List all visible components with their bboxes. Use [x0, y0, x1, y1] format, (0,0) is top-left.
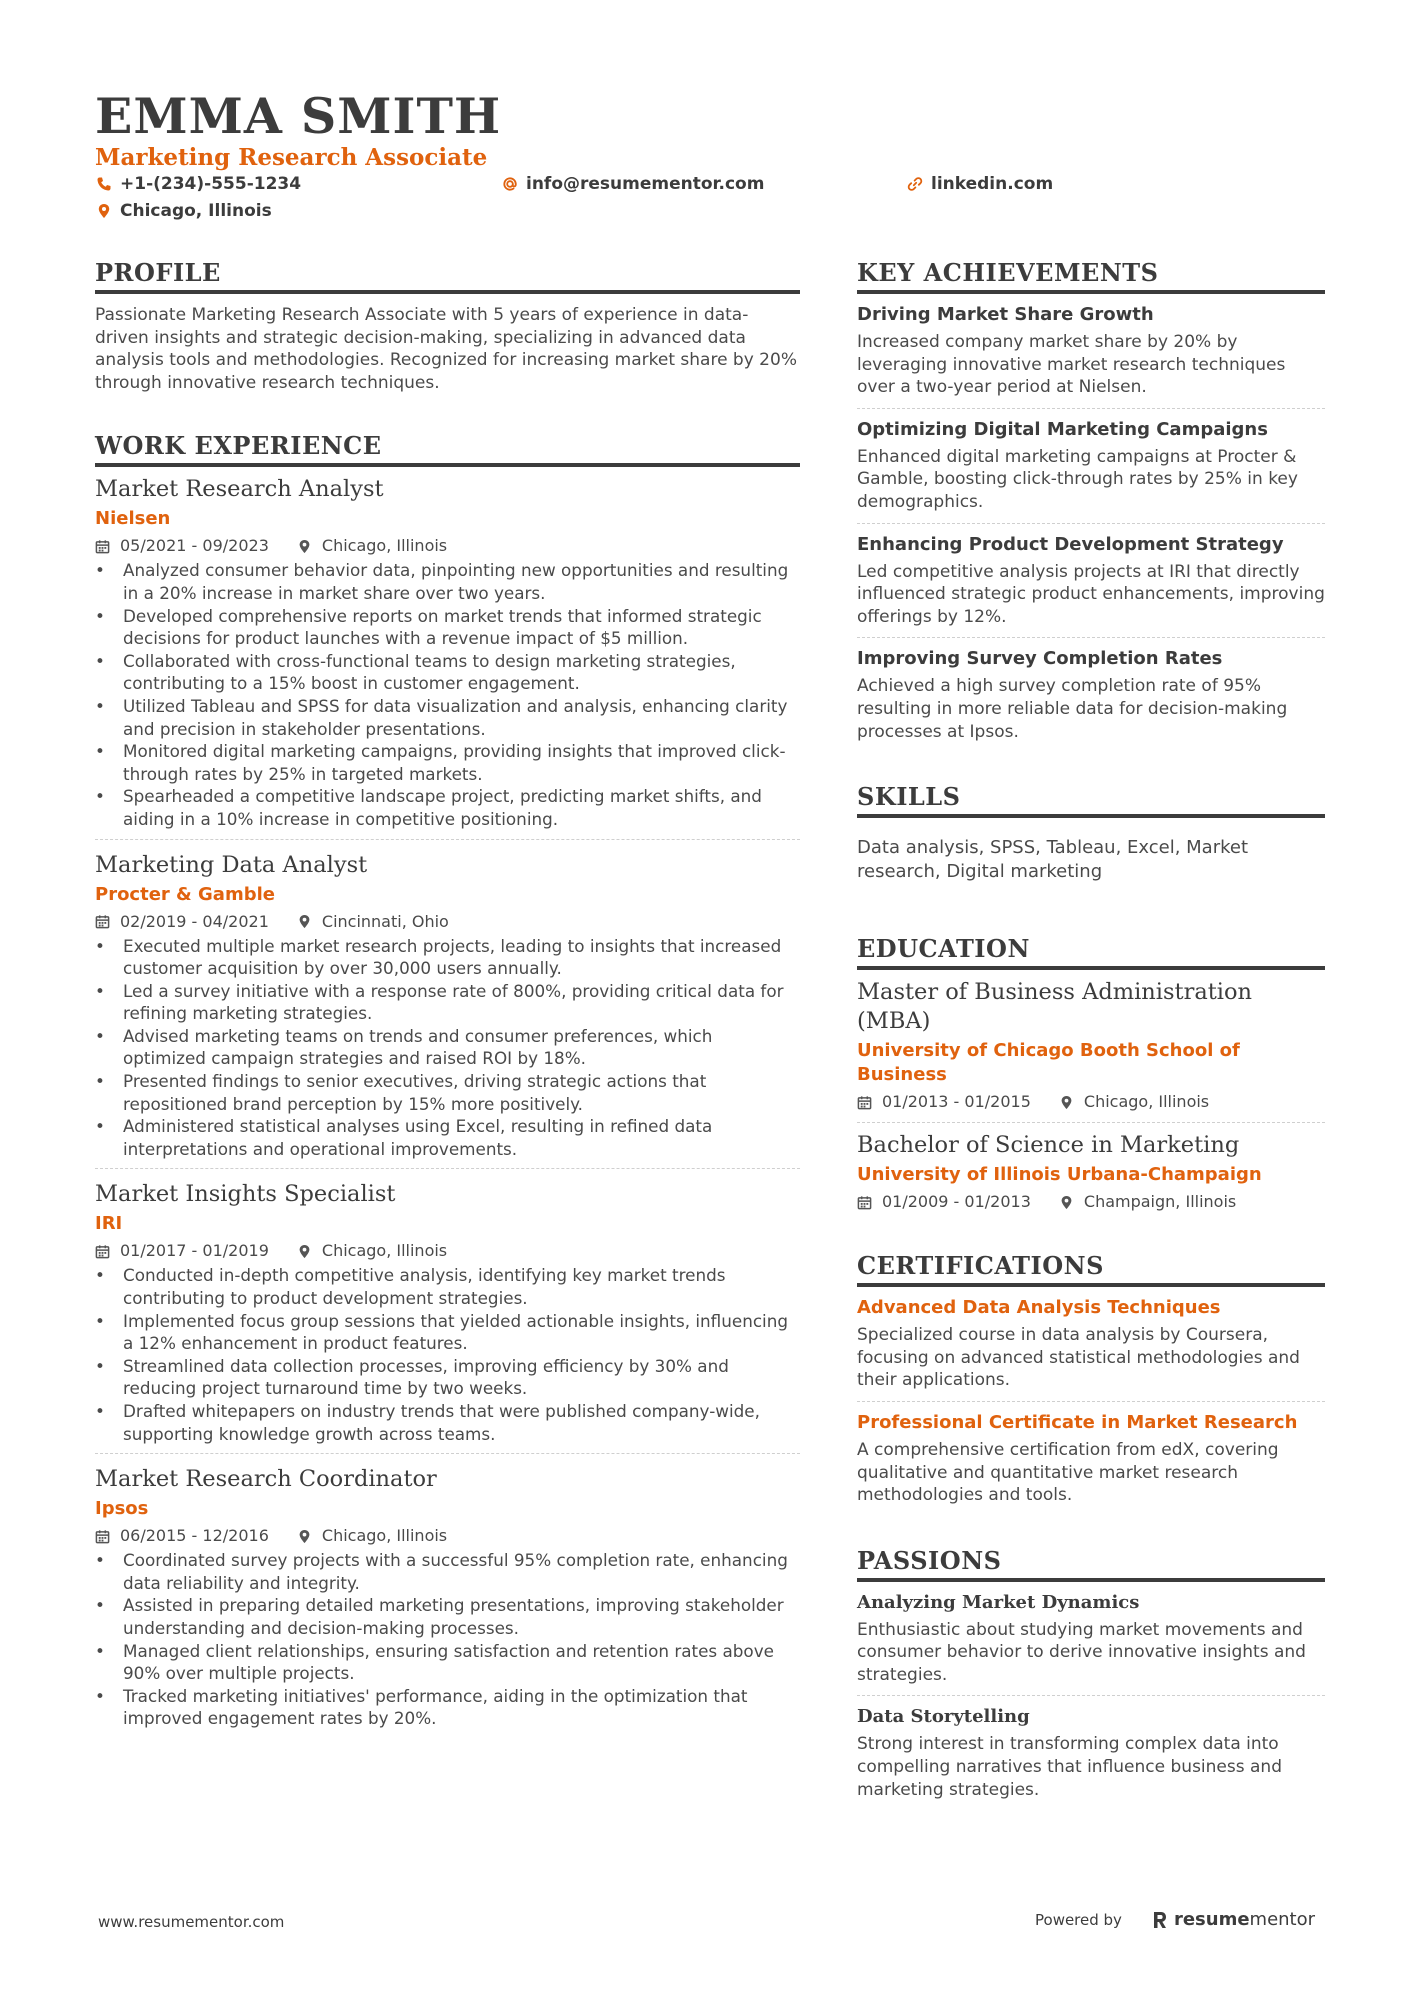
job-company: Procter & Gamble	[95, 883, 275, 905]
job-bullet: • Utilized Tableau and SPSS for data visualization and analysis, enhancing clarity and precision in stakeholder presentations.	[95, 695, 800, 740]
calendar-icon	[857, 1195, 872, 1210]
achievement-item	[857, 294, 1325, 409]
passion-title: Analyzing Market Dynamics	[857, 1591, 1140, 1613]
job-company: IRI	[95, 1213, 123, 1235]
achievement-desc: Increased company market share by 20% by leveraging innovative market research techniques over a two-year period at Nielsen.	[857, 332, 1286, 398]
achievement-desc: Enhanced digital marketing campaigns at Procter & Gamble, boosting click-through rates by 25% in key demographics.	[857, 446, 1298, 512]
achievement-item	[857, 524, 1325, 639]
calendar-icon	[95, 1529, 110, 1544]
job-dates: 05/2021 - 09/2023	[120, 536, 269, 556]
certification-item	[857, 1287, 1325, 1402]
skills-text: Data analysis, SPSS, Tableau, Excel, Market research, Digital marketing	[857, 837, 1249, 883]
achievement-desc: Achieved a high survey completion rate of 95% resulting in more reliable data for decision-making processes at Ipsos.	[857, 676, 1288, 742]
calendar-icon	[95, 1244, 110, 1259]
linkedin-text[interactable]: linkedin.com	[931, 174, 1054, 194]
right-column	[857, 258, 1325, 1810]
contact-linkedin	[907, 173, 1053, 195]
education-school: University of Chicago Booth School of Business	[857, 1040, 1240, 1086]
job-company: Nielsen	[95, 508, 171, 530]
link-icon	[907, 176, 923, 192]
footer-powered-by	[1035, 1907, 1315, 1933]
location-pin-icon	[1059, 1095, 1074, 1110]
candidate-name: EMMA SMITH	[95, 87, 502, 145]
job-title: Market Research Coordinator	[95, 1466, 437, 1493]
job-bullet: • Collaborated with cross-functional teams to design marketing strategies, contributing to a 15% boost in customer engagement.	[95, 650, 800, 695]
job-bullet: • Coordinated survey projects with a successful 95% completion rate, enhancing data reliability and integrity.	[95, 1549, 800, 1594]
education-dates: 01/2009 - 01/2013	[882, 1192, 1031, 1212]
passions-heading: PASSIONS	[857, 1546, 1325, 1582]
education-meta	[857, 1091, 1325, 1113]
certification-item	[857, 1402, 1325, 1516]
key-achievements-heading: KEY ACHIEVEMENTS	[857, 258, 1325, 294]
contact-email	[502, 173, 764, 195]
job-entry	[95, 1454, 800, 1730]
job-bullet: • Drafted whitepapers on industry trends that were published company-wide, supporting knowledge growth across teams.	[95, 1400, 800, 1445]
profile-heading: PROFILE	[95, 258, 800, 294]
work-experience-heading: WORK EXPERIENCE	[95, 431, 800, 467]
job-bullet: • Spearheaded a competitive landscape project, predicting market shifts, and aiding in a 10% increase in competitive positioning.	[95, 785, 800, 830]
location-pin-icon	[297, 1529, 312, 1544]
achievement-title: Improving Survey Completion Rates	[857, 648, 1223, 670]
job-bullet: • Assisted in preparing detailed marketing presentations, improving stakeholder understanding and decision-making processes.	[95, 1594, 800, 1639]
calendar-icon	[857, 1095, 872, 1110]
job-bullets	[95, 1549, 800, 1730]
job-bullet: • Presented findings to senior executives, driving strategic actions that repositioned brand perception by 15% more positively.	[95, 1070, 800, 1115]
achievement-item	[857, 409, 1325, 524]
job-bullet: • Led a survey initiative with a response rate of 800%, providing critical data for refining marketing strategies.	[95, 980, 800, 1025]
education-degree: Bachelor of Science in Marketing	[857, 1132, 1240, 1159]
phone-text[interactable]: +1-(234)-555-1234	[120, 174, 302, 194]
certifications-heading: CERTIFICATIONS	[857, 1251, 1325, 1287]
job-bullet: • Streamlined data collection processes, improving efficiency by 30% and reducing project turnaround time by two weeks.	[95, 1355, 800, 1400]
job-location: Chicago, Illinois	[321, 536, 448, 556]
left-column	[95, 258, 800, 1730]
job-dates: 06/2015 - 12/2016	[120, 1526, 269, 1546]
education-heading: EDUCATION	[857, 934, 1325, 970]
job-bullet: • Developed comprehensive reports on market trends that informed strategic decisions for product launches with a revenue impact of $5 million.	[95, 605, 800, 650]
job-bullets	[95, 1264, 800, 1445]
achievement-title: Enhancing Product Development Strategy	[857, 533, 1284, 555]
job-entry	[95, 1169, 800, 1454]
location-pin-icon	[297, 1244, 312, 1259]
job-title: Marketing Data Analyst	[95, 851, 368, 878]
job-bullets	[95, 559, 800, 830]
education-item	[857, 970, 1325, 1123]
education-dates: 01/2013 - 01/2015	[882, 1092, 1031, 1112]
job-meta	[95, 1525, 800, 1547]
location-pin-icon	[1059, 1195, 1074, 1210]
brand-mentor: mentor	[1249, 1909, 1316, 1930]
certification-desc: Specialized course in data analysis by Coursera, focusing on advanced statistical methodologies and their applications.	[857, 1325, 1300, 1391]
job-location: Chicago, Illinois	[321, 1241, 448, 1261]
passion-title: Data Storytelling	[857, 1706, 1030, 1728]
job-dates: 01/2017 - 01/2019	[120, 1241, 269, 1261]
location-text: Chicago, Illinois	[120, 201, 272, 221]
job-bullet: • Analyzed consumer behavior data, pinpointing new opportunities and resulting in a 20% increase in market share over two years.	[95, 559, 800, 604]
job-meta	[95, 911, 800, 933]
achievement-title: Optimizing Digital Marketing Campaigns	[857, 418, 1268, 440]
job-company: Ipsos	[95, 1498, 149, 1520]
job-dates: 02/2019 - 04/2021	[120, 911, 269, 931]
job-bullet: • Managed client relationships, ensuring satisfaction and retention rates above 90% over multiple projects.	[95, 1640, 800, 1685]
brand-resume: resume	[1173, 1909, 1250, 1930]
job-bullet: • Advised marketing teams on trends and consumer preferences, which optimized campaign strategies and raised ROI by 18%.	[95, 1025, 800, 1070]
location-pin-icon	[297, 914, 312, 929]
certification-title: Advanced Data Analysis Techniques	[857, 1297, 1221, 1319]
powered-by-label: Powered by	[1035, 1911, 1122, 1929]
contact-phone	[96, 173, 301, 195]
passion-item	[857, 1582, 1325, 1697]
passion-item	[857, 1696, 1325, 1810]
achievement-item	[857, 638, 1325, 752]
resumementor-logo-icon	[1152, 1910, 1168, 1930]
email-text[interactable]: info@resumementor.com	[526, 174, 765, 194]
location-pin-icon	[96, 203, 112, 219]
job-bullet: • Tracked marketing initiatives' performance, aiding in the optimization that improved engagement rates by 20%.	[95, 1685, 800, 1730]
job-location: Chicago, Illinois	[321, 1526, 448, 1546]
passion-desc: Enthusiastic about studying market movements and consumer behavior to derive innovative insights and strategies.	[857, 1619, 1306, 1685]
job-bullet: • Administered statistical analyses using Excel, resulting in refined data interpretations and operational improvements.	[95, 1115, 800, 1160]
job-bullet: • Implemented focus group sessions that yielded actionable insights, influencing a 12% enhancement in product features.	[95, 1310, 800, 1355]
passion-desc: Strong interest in transforming complex data into compelling narratives that influence business and marketing strategies.	[857, 1734, 1282, 1800]
job-title: Market Insights Specialist	[95, 1181, 396, 1208]
education-location: Champaign, Illinois	[1083, 1192, 1237, 1212]
at-icon	[502, 176, 518, 192]
job-bullets	[95, 935, 800, 1161]
education-degree: Master of Business Administration (MBA)	[857, 979, 1253, 1035]
job-title: Market Research Analyst	[95, 476, 384, 503]
certification-title: Professional Certificate in Market Research	[857, 1411, 1298, 1433]
job-meta	[95, 1240, 800, 1262]
calendar-icon	[95, 539, 110, 554]
contact-location	[96, 200, 272, 222]
certification-desc: A comprehensive certification from edX, covering qualitative and quantitative market research methodologies and tools.	[857, 1439, 1279, 1506]
job-entry	[95, 840, 800, 1170]
resumementor-brand[interactable]	[1152, 1907, 1315, 1933]
job-meta	[95, 535, 800, 557]
location-pin-icon	[297, 539, 312, 554]
calendar-icon	[95, 914, 110, 929]
footer-website[interactable]: www.resumementor.com	[98, 1913, 285, 1931]
job-bullet: • Monitored digital marketing campaigns, providing insights that improved click-through rates by 25% in targeted markets.	[95, 740, 800, 785]
education-location: Chicago, Illinois	[1083, 1092, 1210, 1112]
skills-heading: SKILLS	[857, 782, 1325, 818]
profile-text: Passionate Marketing Research Associate with 5 years of experience in data-driven insights and strategic decision-making, specializing in advanced data analysis tools and methodologies. Recognized for increasing market share by 20% through innovative research techniques.	[95, 305, 797, 393]
job-bullet: • Executed multiple market research projects, leading to insights that increased customer acquisition by over 30,000 users annually.	[95, 935, 800, 980]
candidate-title: Marketing Research Associate	[95, 144, 488, 171]
phone-icon	[96, 176, 112, 192]
achievement-desc: Led competitive analysis projects at IRI that directly influenced strategic product enhancements, improving offerings by 12%.	[857, 561, 1325, 627]
achievement-title: Driving Market Share Growth	[857, 304, 1154, 325]
education-school: University of Illinois Urbana-Champaign	[857, 1164, 1262, 1186]
education-item	[857, 1123, 1325, 1213]
job-bullet: • Conducted in-depth competitive analysis, identifying key market trends contributing to product development strategies.	[95, 1264, 800, 1309]
education-meta	[857, 1191, 1325, 1213]
job-location: Cincinnati, Ohio	[321, 911, 449, 931]
job-entry	[95, 467, 800, 839]
